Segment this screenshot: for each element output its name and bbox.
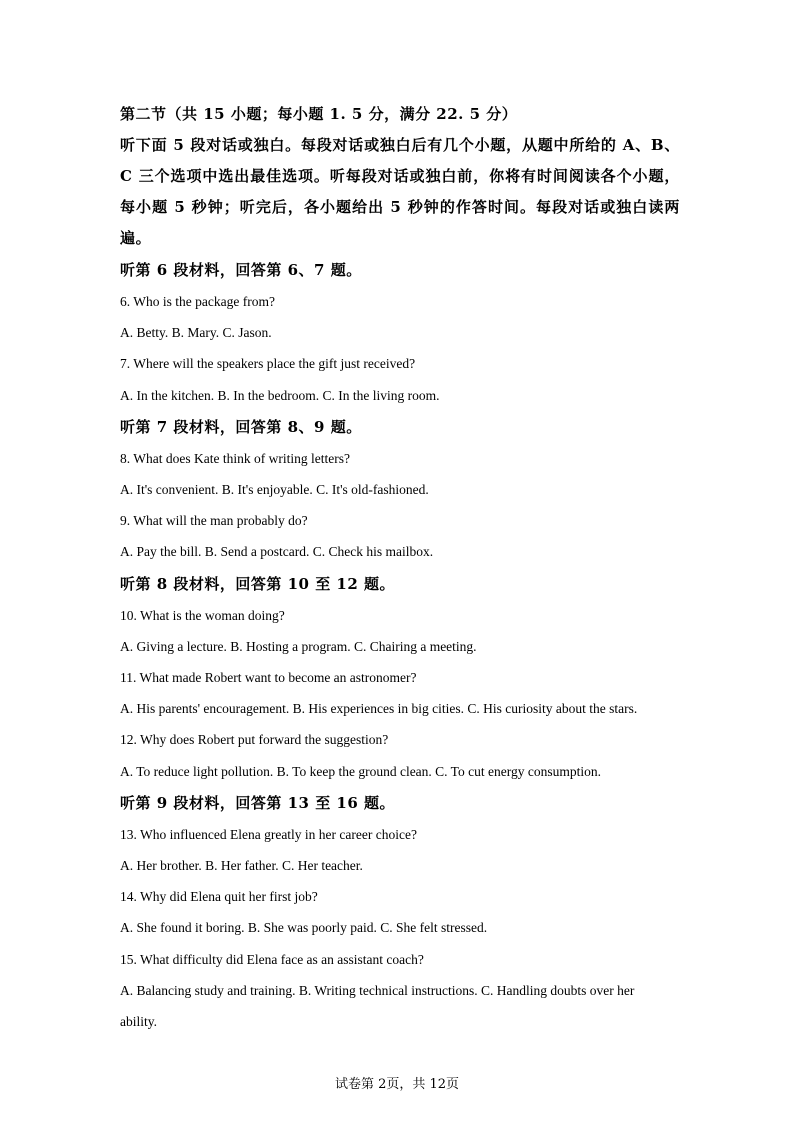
options-10: A. Giving a lecture. B. Hosting a program. C. Chairing a meeting. xyxy=(120,638,477,654)
question-group-4 xyxy=(120,787,680,1037)
options-13: A. Her brother. B. Her father. C. Her teacher. xyxy=(120,858,363,874)
question-12: 12. Why does Robert put forward the suggestion? xyxy=(120,732,389,748)
question-9: 9. What will the man probably do? xyxy=(120,513,308,529)
question-6: 6. Who is the package from? xyxy=(120,294,275,309)
options-12: A. To reduce light pollution. B. To keep the ground clean. C. To cut energy consumption. xyxy=(120,763,601,779)
question-13: 13. Who influenced Elena greatly in her career choice? xyxy=(120,826,417,842)
question-10: 10. What is the woman doing? xyxy=(120,607,285,623)
section-header: 第二节（共 15 小题；每小题 1. 5 分，满分 22. 5 分） xyxy=(120,105,518,123)
group-heading: 听第 9 段材料，回答第 13 至 16 题。 xyxy=(120,793,396,812)
options-8: A. It's convenient. B. It's enjoyable. C. It's old-fashioned. xyxy=(120,482,429,498)
options-14: A. She found it boring. B. She was poorly paid. C. She felt stressed. xyxy=(120,920,488,936)
page-footer: 试卷第 2页，共 12页 xyxy=(334,1077,460,1092)
options-11: A. His parents' encouragement. B. His experiences in big cities. C. His curiosity about the stars. xyxy=(120,701,638,717)
options-7: A. In the kitchen. B. In the bedroom. C. In the living room. xyxy=(120,387,440,403)
options-15: A. Balancing study and training. B. Writing technical instructions. C. Handling doubts over her ability. xyxy=(120,982,635,1030)
question-14: 14. Why did Elena quit her first job? xyxy=(120,889,318,905)
exam-page-body xyxy=(120,98,680,1037)
question-15: 15. What difficulty did Elena face as an assistant coach? xyxy=(120,951,424,967)
question-group-2 xyxy=(120,411,680,568)
question-8: 8. What does Kate think of writing letters? xyxy=(120,450,350,466)
question-group-3 xyxy=(120,568,680,787)
question-group-1 xyxy=(120,254,680,411)
question-7: 7. Where will the speakers place the gift just received? xyxy=(120,356,416,372)
options-9: A. Pay the bill. B. Send a postcard. C. Check his mailbox. xyxy=(120,544,434,560)
options-6: A. Betty. B. Mary. C. Jason. xyxy=(120,325,272,341)
group-heading: 听第 6 段材料，回答第 6、7 题。 xyxy=(120,261,362,279)
question-11: 11. What made Robert want to become an astronomer? xyxy=(120,670,417,686)
group-heading: 听第 7 段材料，回答第 8、9 题。 xyxy=(120,417,362,436)
group-heading: 听第 8 段材料，回答第 10 至 12 题。 xyxy=(120,574,396,593)
section-instructions: 听下面 5 段对话或独白。每段对话或独白后有几个小题，从题中所给的 A、B、C 三个选项中选出最佳选项。听每段对话或独白前，你将有时间阅读各个小题，每小题 5 秒钟；听完后，各小题给出 5 秒钟的作答时间。每段对话或独白读两遍。 xyxy=(120,136,680,247)
